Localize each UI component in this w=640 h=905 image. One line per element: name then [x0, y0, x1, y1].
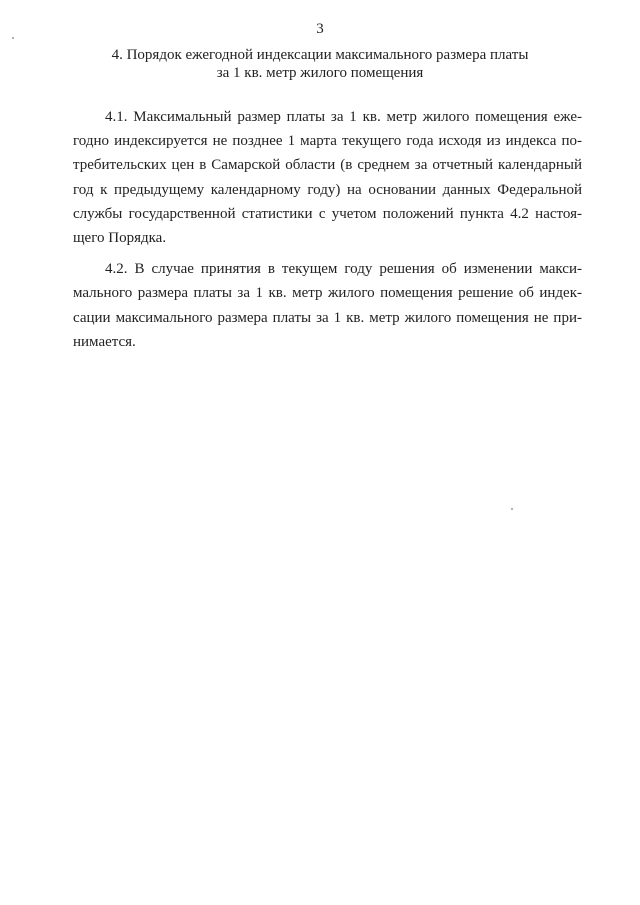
paragraph-4-2: 4.2. В случае принятия в текущем году решения об изменении максимального размера платы за 1 кв. метр жилого помещения решение об индексации максимального размера платы за 1 кв. метр жилого помещения не принимается. — [73, 261, 582, 350]
scan-speck — [511, 508, 513, 510]
section-heading — [80, 46, 560, 82]
scan-speck — [12, 37, 14, 39]
document-body — [73, 105, 582, 361]
page-number: 3 — [316, 21, 324, 37]
section-heading-line-2: за 1 кв. метр жилого помещения — [216, 65, 424, 81]
paragraph-4-1: 4.1. Максимальный размер платы за 1 кв. метр жилого помещения ежегодно индексируется не позднее 1 марта текущего года исходя из индекса потребительских цен в Самарской области (в среднем за отчетный календарный год к предыдущему календарному году) на основании данных Федеральной службы государственной статистики с учетом положений пункта 4.2 настоящего Порядка. — [73, 109, 582, 247]
section-heading-line-1: 4. Порядок ежегодной индексации максимального размера платы — [111, 47, 529, 63]
